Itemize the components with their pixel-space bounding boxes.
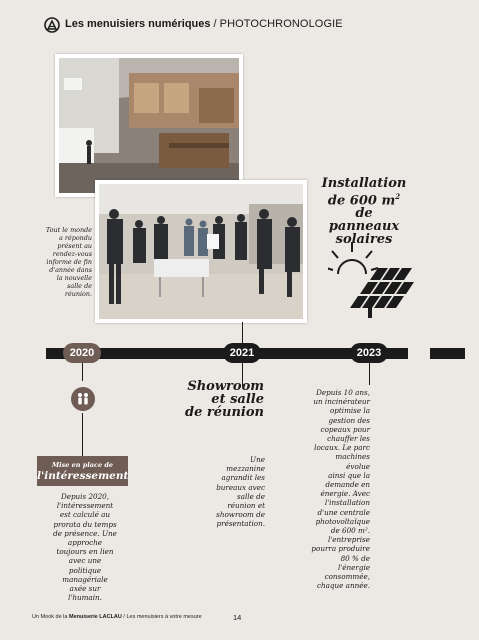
footer-prefix: Un Mook de la — [32, 614, 69, 620]
text-line: showroom de — [216, 510, 265, 520]
year-badge-2020: 2020 — [63, 343, 101, 363]
header-separator: / — [210, 18, 220, 30]
solar-title-line: solaires — [335, 232, 393, 248]
showroom-title-line: de réunion — [185, 405, 264, 420]
solar-title-sup: 2 — [395, 192, 401, 201]
text-line: demande en — [325, 480, 370, 490]
text-line: copeaux pour — [320, 424, 370, 434]
text-line: approche — [67, 538, 103, 548]
solar-title-line: de 600 m — [327, 193, 396, 209]
photo-workshop — [55, 54, 243, 197]
photo-caption-line: rendez-vous — [52, 250, 92, 258]
text-line: l'entreprise — [327, 535, 370, 545]
timeline-stem — [369, 363, 370, 385]
photo-caption-line: réunion. — [64, 290, 92, 298]
showroom-title-line: et salle — [211, 392, 264, 407]
text-line: bureaux avec — [216, 482, 265, 492]
text-2023 — [310, 388, 370, 590]
text-line: pourra produire — [311, 544, 370, 554]
text-line: managériale — [62, 574, 108, 584]
photo-caption-line: la nouvelle — [56, 274, 92, 282]
solar-title — [318, 177, 410, 246]
text-line: de présence. Une — [53, 528, 117, 538]
text-line: optimise la — [329, 406, 370, 416]
interessement-box-line2: l'intéressement — [37, 470, 129, 482]
photo-caption-line: informe de fin — [46, 258, 92, 266]
photo-meeting — [95, 180, 307, 323]
footer-suffix: / Les menuisiers à votre mesure — [121, 614, 202, 620]
photo-caption-line: a répondu — [59, 234, 92, 242]
interessement-box-line1: Mise en place de — [51, 461, 114, 469]
text-line: axée sur — [69, 584, 101, 594]
photo-caption-line: d'année dans — [49, 266, 92, 274]
text-line: locaux. Le parc — [314, 443, 370, 453]
text-line: l'intéressement — [56, 501, 114, 511]
text-line: présentation. — [216, 519, 265, 529]
text-line: politique — [68, 565, 102, 575]
text-line: d'une centrale — [317, 507, 370, 517]
text-line: Une — [250, 455, 265, 464]
solar-panel-icon — [328, 238, 418, 320]
timeline-stem — [82, 363, 83, 381]
page-footer — [32, 614, 202, 620]
text-line: Depuis 2020, — [60, 492, 110, 501]
interessement-box — [37, 456, 128, 486]
text-line: gestion des — [328, 415, 370, 425]
people-icon — [71, 387, 95, 411]
brand-logo-icon — [44, 17, 60, 33]
text-line: machines évolue — [335, 452, 370, 471]
photo-caption — [30, 226, 92, 298]
solar-title-line: de panneaux — [328, 206, 400, 235]
text-line: toujours en lien — [56, 547, 114, 557]
showroom-title-line: Showroom — [187, 379, 264, 394]
page-header — [65, 18, 343, 30]
page-number: 14 — [233, 613, 242, 622]
text-line: agrandit les — [221, 473, 265, 483]
text-line: chauffer les — [327, 434, 370, 444]
text-line: chaque année. — [316, 581, 370, 591]
text-line: consommée, — [324, 572, 370, 582]
text-line: un incinérateur — [313, 397, 370, 407]
header-section: PHOTOCHRONOLOGIE — [219, 18, 343, 30]
timeline-stem — [82, 413, 83, 458]
photo-caption-line: salle de — [67, 282, 92, 290]
year-badge-2021: 2021 — [223, 343, 261, 363]
text-line: mezzanine — [226, 464, 265, 474]
solar-title-line: Installation — [321, 176, 407, 191]
year-badge-2023: 2023 — [350, 343, 388, 363]
showroom-title — [150, 380, 264, 419]
text-line: avec une — [68, 556, 102, 566]
text-line: l'humain. — [68, 593, 102, 603]
timeline-bar-end — [430, 348, 465, 359]
text-line: est calculé au — [59, 510, 111, 520]
text-line: ainsi que la — [328, 470, 370, 480]
text-line: réunion et — [227, 501, 265, 511]
text-line: prorata du temps — [53, 519, 117, 529]
text-line: de 600 m². — [330, 526, 370, 536]
text-line: 80 % de l'énergie — [338, 553, 370, 572]
text-line: l'installation — [324, 498, 370, 508]
footer-brand: Menuiserie LACLAU — [69, 614, 122, 620]
text-line: Depuis 10 ans, — [316, 388, 370, 397]
text-line: salle de — [237, 491, 265, 501]
people-icon-circle — [71, 387, 95, 411]
text-2020 — [52, 492, 118, 602]
text-line: énergie. Avec — [320, 489, 370, 499]
header-brand: Les menuisiers numériques — [65, 18, 211, 30]
text-2021 — [190, 455, 265, 529]
text-line: photovoltaïque — [315, 516, 370, 526]
photo-caption-line: Tout le monde — [45, 226, 92, 234]
photo-caption-line: présent au — [57, 242, 92, 250]
